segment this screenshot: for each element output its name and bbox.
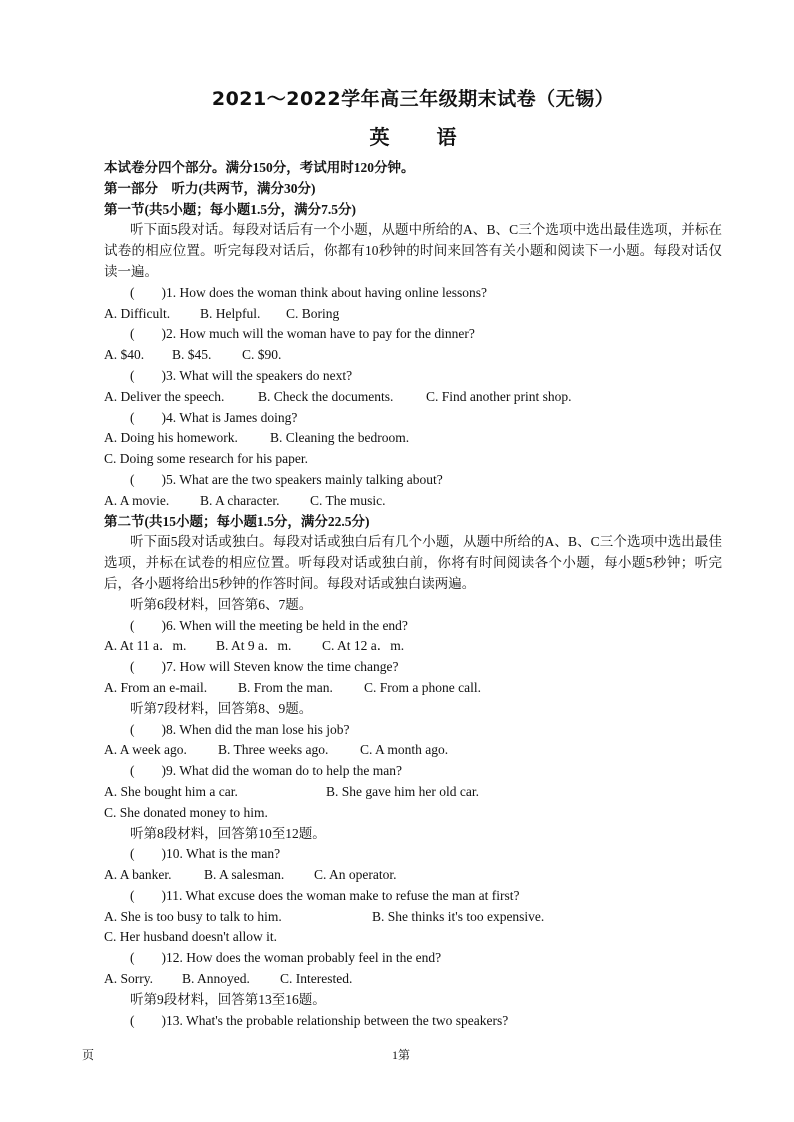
option-b: B. Cleaning the bedroom. — [270, 430, 410, 446]
option-a: A. Doing his homework. — [104, 430, 238, 446]
option-a: A. She is too busy to talk to him. — [104, 908, 282, 924]
section2-instructions: 听下面5段对话或独白。每段对话或独白后有几个小题，从题中所给的A、B、C三个选项中选出最佳选项，并标在试卷的相应位置。听每段对话或独白前，你将有时间阅读各个小题，每小题5秒钟；听完后，各小题将给出5秒钟的作答时间。每段对话或独白读两遍。 — [104, 534, 722, 591]
option-c: C. She donated money to him. — [104, 804, 268, 820]
option-b: B. From the man. — [238, 679, 333, 695]
intro-line: 本试卷分四个部分。满分150分，考试用时120分钟。 — [104, 160, 415, 175]
exam-title: 2021～2022学年高三年级期末试卷（无锡） — [211, 88, 615, 110]
question-options — [104, 907, 722, 928]
option-b: B. She thinks it's too expensive. — [372, 908, 545, 924]
option-a: A. A week ago. — [104, 742, 187, 758]
question-stem: ( )5. What are the two speakers mainly talking about? — [130, 471, 443, 487]
question-options — [104, 969, 722, 990]
question-options — [104, 428, 722, 449]
material-note: 听第8段材料，回答第10至12题。 — [130, 825, 326, 841]
question-stem: ( )3. What will the speakers do next? — [130, 367, 353, 383]
option-b: B. $45. — [172, 347, 212, 363]
section2-heading: 第二节(共15小题；每小题1.5分，满分22.5分) — [104, 513, 370, 529]
question-stem: ( )6. When will the meeting be held in the end? — [130, 617, 408, 633]
question-options — [104, 782, 722, 803]
option-b: B. A character. — [200, 492, 280, 508]
option-c: C. The music. — [310, 492, 386, 508]
option-b: B. Check the documents. — [258, 388, 394, 404]
option-a: A. $40. — [104, 347, 145, 363]
option-b: B. A salesman. — [204, 867, 285, 883]
option-a: A. At 11 a．m. — [104, 638, 187, 654]
option-a: A. A movie. — [104, 492, 170, 508]
option-a: A. Difficult. — [104, 305, 171, 321]
option-c: C. Interested. — [280, 971, 353, 987]
option-b: B. Helpful. — [200, 305, 261, 321]
question-stem: ( )9. What did the woman do to help the man? — [130, 763, 402, 779]
option-a: A. A banker. — [104, 867, 172, 883]
question-options — [104, 678, 722, 699]
section1-heading: 第一节(共5小题；每小题1.5分，满分7.5分) — [104, 201, 356, 217]
option-c: C. Doing some research for his paper. — [104, 451, 308, 467]
question-stem: ( )11. What excuse does the woman make to refuse the man at first? — [130, 887, 520, 903]
question-options — [104, 345, 722, 366]
material-note: 听第6段材料，回答第6、7题。 — [130, 596, 313, 612]
option-c: C. Her husband doesn't allow it. — [104, 929, 278, 945]
option-c: C. At 12 a．m. — [322, 638, 405, 654]
option-c: C. Find another print shop. — [426, 388, 572, 404]
option-c: C. From a phone call. — [364, 679, 481, 695]
option-c: C. $90. — [242, 347, 282, 363]
material-note: 听第7段材料，回答第8、9题。 — [130, 700, 313, 716]
option-c: C. A month ago. — [360, 742, 449, 758]
question-options — [104, 304, 722, 325]
option-c: C. An operator. — [314, 867, 397, 883]
option-b: B. At 9 a．m. — [216, 638, 292, 654]
footer-left: 页 — [82, 1048, 95, 1062]
material-note: 听第9段材料，回答第13至16题。 — [130, 991, 326, 1007]
section1-instructions: 听下面5段对话。每段对话后有一个小题，从题中所给的A、B、C三个选项中选出最佳选项，并标在试卷的相应位置。听完每段对话后，你都有10秒钟的时间来回答有关小题和阅读下一小题。每段对话仅读一遍。 — [104, 222, 722, 279]
question-stem: ( )8. When did the man lose his job? — [130, 721, 350, 737]
option-b: B. She gave him her old car. — [326, 783, 479, 799]
option-a: A. Deliver the speech. — [104, 388, 225, 404]
question-stem: ( )13. What's the probable relationship between the two speakers? — [130, 1012, 509, 1028]
question-stem: ( )1. How does the woman think about having online lessons? — [130, 284, 487, 300]
question-options — [104, 491, 722, 512]
question-stem: ( )10. What is the man? — [130, 846, 281, 862]
option-a: A. Sorry. — [104, 971, 153, 987]
option-b: B. Annoyed. — [182, 971, 250, 987]
question-stem: ( )7. How will Steven know the time change? — [130, 659, 399, 675]
question-options — [104, 865, 722, 886]
option-c: C. Boring — [286, 305, 340, 321]
question-stem: ( )4. What is James doing? — [130, 409, 298, 425]
question-stem: ( )12. How does the woman probably feel in the end? — [130, 950, 442, 966]
question-stem: ( )2. How much will the woman have to pay for the dinner? — [130, 326, 475, 342]
option-b: B. Three weeks ago. — [218, 742, 329, 758]
option-a: A. From an e-mail. — [104, 679, 208, 695]
option-a: A. She bought him a car. — [104, 783, 238, 799]
question-options — [104, 740, 722, 761]
question-options — [104, 387, 722, 408]
question-options — [104, 636, 722, 657]
footer-page-number: 1第 — [392, 1048, 411, 1062]
part1-heading: 第一部分 听力(共两节，满分30分) — [104, 180, 316, 196]
subject-title: 英 语 — [369, 125, 457, 149]
